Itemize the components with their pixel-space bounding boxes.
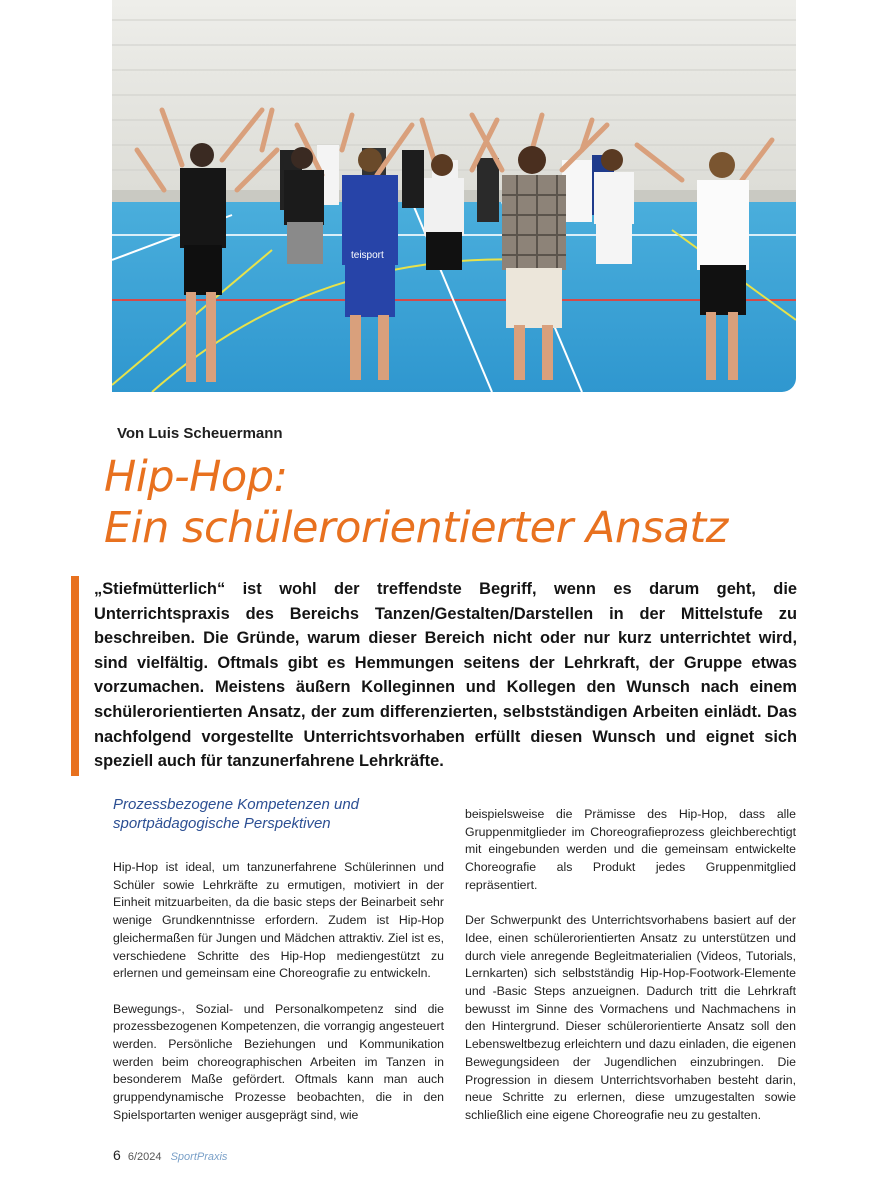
body-paragraph: beispielsweise die Prämisse des Hip-Hop, dass alle Gruppenmitglieder im Choreografieprozess gleichberechtigt mit eingebunden werden und die gemeinsam entwickelte Choreografie als Produkt jedes Gruppenmitglied repräsentiert. [465, 807, 796, 892]
right-column [465, 806, 796, 1142]
body-paragraph: Hip-Hop ist ideal, um tanzunerfahrene Schülerinnen und Schüler sowie Lehrkräfte zu ermutigen, motiviert in der Einheit mitzuarbeiten, da die basic steps der Beinarbeit sehr wenige Grundkenntnisse erfordern. Zudem ist Hip-Hop gleichermaßen für Jungen und Mädchen attraktiv. Ziel ist es, verschiedene Schritte des Hip-Hop mediengestützt zu erlernen und gemeinsam eine Choreografie zu entwickeln. [113, 860, 444, 981]
article-photo [112, 0, 796, 392]
article-title [104, 452, 864, 554]
body-paragraph: Der Schwerpunkt des Unterrichtsvorhabens basiert auf der Idee, einen schülerorientierten Ansatz zu unterstützen und durch viele anregende Begleitmaterialien (Videos, Tutorials, Lernkarten) sich selbstständig Hip-Hop-Footwork-Elemente und -Basic Steps anzueignen. Dadurch tritt die Lehrkraft bewusst im Sinne des Vormachens und Nachmachens in den Hintergrund. Dieser schülerorientierte Ansatz soll den Lebensweltbezug erleichtern und dazu einladen, die eigenen Bewegungsideen der Jugendlichen einzubringen. Die Progression in diesem Unterrichtsvorhaben besteht darin, neue Schritte zu erlernen, diese umzugestalten sowie schließlich eine eigene Choreografie neu zu gestalten. [465, 913, 796, 1122]
page-footer [113, 1147, 227, 1163]
gym-dance-photo [112, 0, 796, 392]
magazine-brand: SportPraxis [170, 1151, 228, 1163]
author-line: Von Luis Scheuermann [117, 425, 283, 442]
lead-paragraph: „Stiefmütterlich“ ist wohl der treffendste Begriff, wenn es darum geht, die Unterrichtspraxis des Bereichs Tanzen/Gestalten/Darstellen in der Mittelstufe zu beschreiben. Die Gründe, warum dieser Bereich nicht oder nur kurz unterrichtet wird, sind vielfältig. Oftmals gibt es Hemmungen seitens der Lehrkraft, der Gruppe etwas vorzumachen. Meistens äußern Kolleginnen und Kollegen den Wunsch nach einem schülerorientierten Ansatz, der zum differenzierten, selbstständigen Arbeiten einlädt. Das nachfolgend vorgestellte Unterrichtsvorhaben erfüllt diesen Wunsch und eignet sich speziell auch für tanzunerfahrene Lehrkräfte. [94, 580, 797, 771]
lead-accent-bar [71, 576, 79, 776]
jersey-text: teisport [351, 250, 384, 261]
title-line-2: Ein schülerorientierter Ansatz [104, 503, 728, 553]
issue-number: 6/2024 [127, 1151, 162, 1163]
body-paragraph: Bewegungs-, Sozial- und Personalkompetenz sind die prozessbezogenen Kompetenzen, die vorrangig angesteuert werden. Persönliche Beziehungen und Kommunikation werden beim choreographischen Arbeiten im Tanzen in besonderem Maße gefördert. Oftmals kann man auch gruppendynamische Prozesse beobachten, die in den Spielsportarten weniger ausgeprägt sind, wie [113, 1001, 444, 1122]
left-column [113, 795, 444, 1142]
title-line-1: Hip-Hop: [104, 452, 288, 502]
section-subhead: Prozessbezogene Kompetenzen und sportpädagogische Perspektiven [113, 796, 360, 832]
page-number: 6 [113, 1147, 121, 1163]
